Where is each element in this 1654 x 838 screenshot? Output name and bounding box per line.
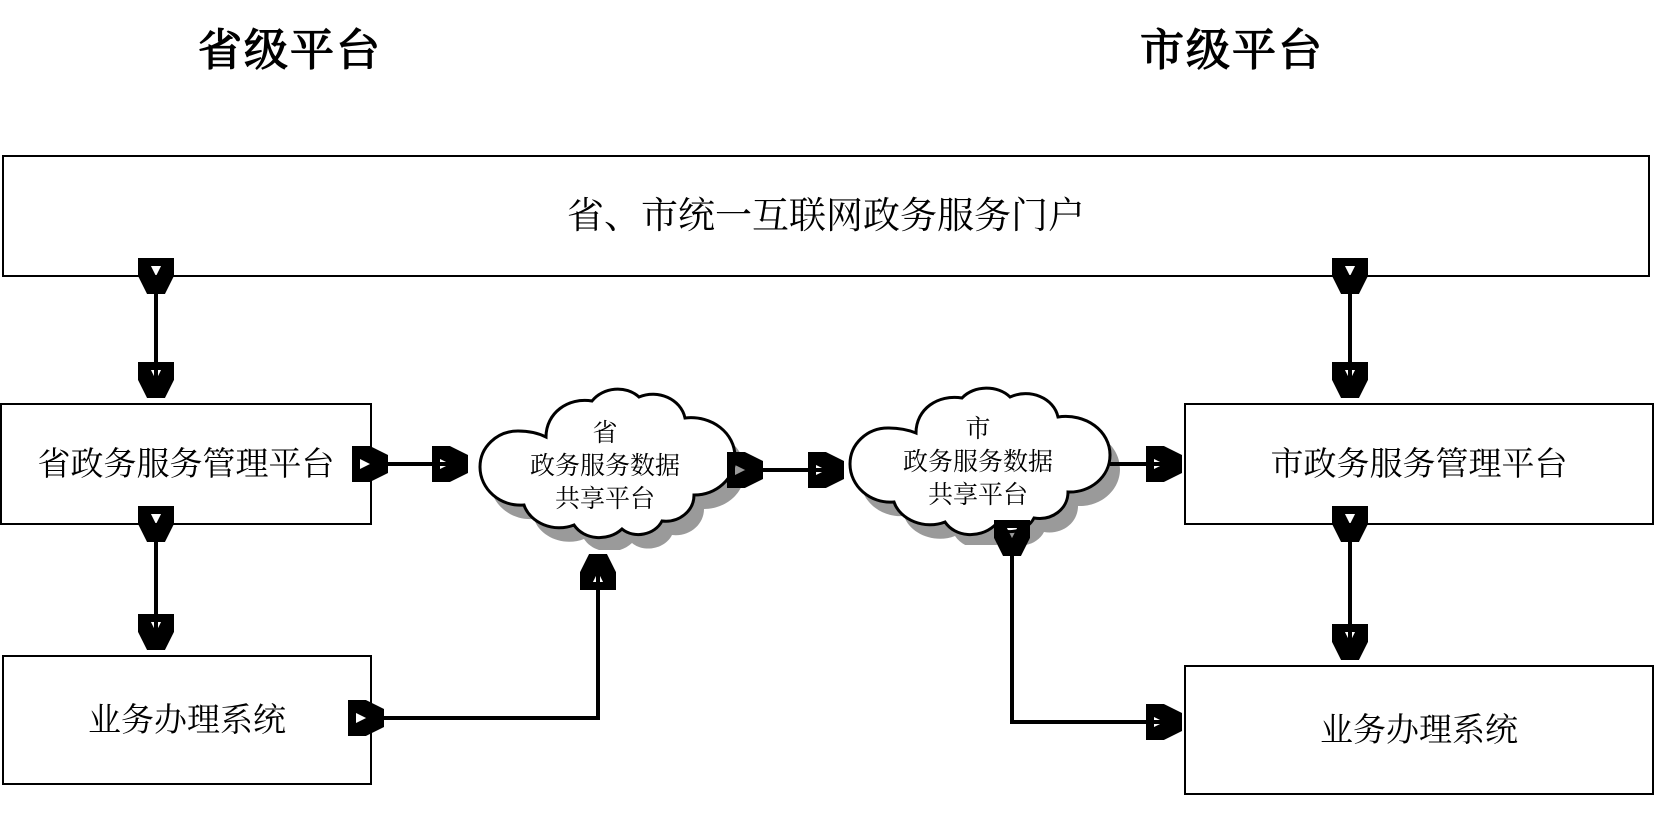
node-unified-portal: 省、市统一互联网政务服务门户 [2,155,1650,277]
cloud-shape-icon [818,385,1138,545]
cloud-label-city: 市 政务服务数据 共享平台 [902,415,1053,509]
cloud-shape-icon [450,385,760,550]
heading-province-platform: 省级平台 [198,26,382,75]
node-city-management-platform: 市政务服务管理平台 [1184,403,1654,525]
node-province-business-system: 业务办理系统 [2,655,372,785]
cloud-label-province: 省 政务服务数据 共享平台 [529,419,680,513]
connector-city-cloud-biz [1012,550,1176,722]
connector-province-biz-cloud [378,560,598,718]
node-city-data-sharing-cloud [818,385,1138,545]
node-city-business-system: 业务办理系统 [1184,665,1654,795]
node-province-data-sharing-cloud [450,385,760,550]
node-province-management-platform: 省政务服务管理平台 [0,403,372,525]
heading-city-platform: 市级平台 [1140,26,1324,75]
